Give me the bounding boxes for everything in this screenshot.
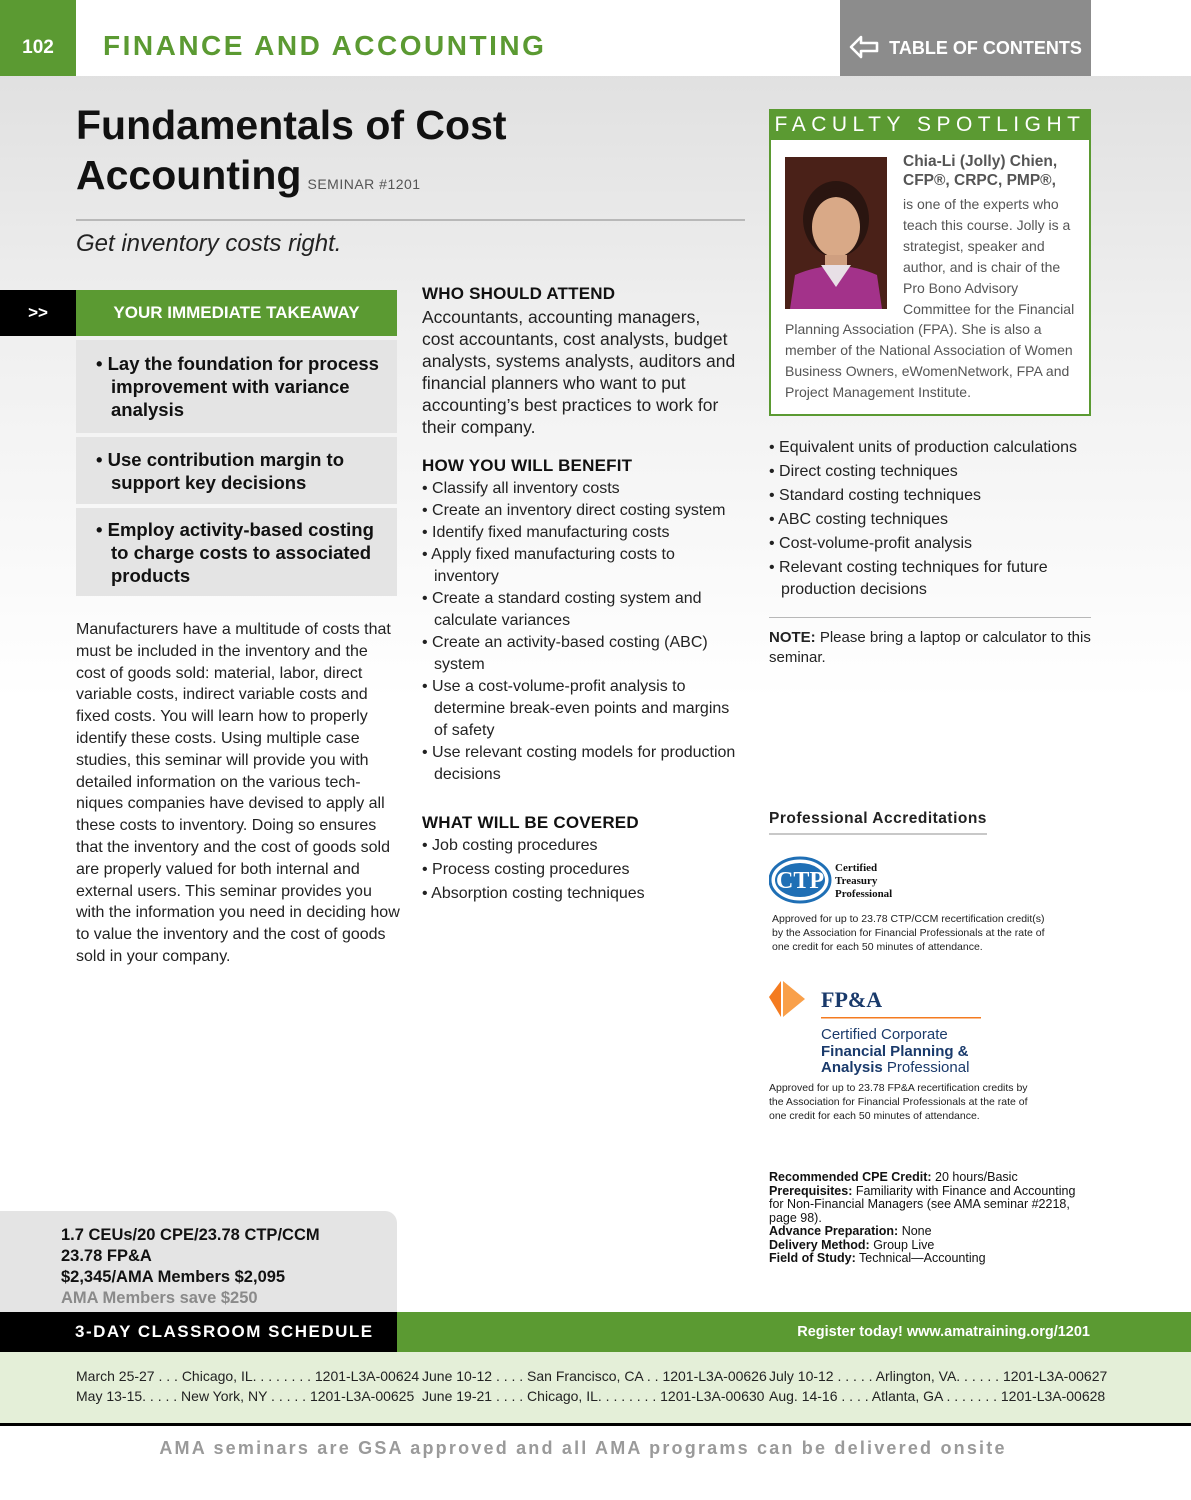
fpa-logo-graphic: [767, 977, 997, 1075]
prereq-label: Prerequisites:: [769, 1183, 853, 1198]
takeaway-item: [76, 437, 397, 504]
bottom-divider: [0, 1423, 1191, 1426]
svg-text:Certified: Certified: [835, 862, 878, 874]
list-item: • Absorption costing techniques: [422, 882, 737, 906]
schedule-row: June 19-21 . . . . Chicago, IL. . . . . . . . 1201-L3A-00630: [422, 1388, 765, 1404]
fpa-approval-text: Approved for up to 23.78 FP&A recertification credits by the Association for Financial Professionals at the rate of one credit for each 50 minutes of attendance.: [769, 1082, 1028, 1122]
svg-text:CTP: CTP: [776, 868, 824, 894]
takeaway-item: [76, 340, 397, 433]
price-line: $2,345/AMA Members $2,095: [61, 1268, 286, 1286]
faculty-bio-part1: is one of the experts who teach this course. Jolly is a strategist, speaker and author, and is chair of the Pro Bono Advisory Committee for the Financial: [903, 196, 1075, 317]
note: [769, 628, 1091, 668]
list-item: • Equivalent units of production calculations: [769, 437, 1091, 459]
portrait-image: [785, 157, 887, 309]
ctp-approval-text: Approved for up to 23.78 CTP/CCM recertification credit(s) by the Association for Financial Professionals at the rate of one credit for each 50 minutes of attendance.: [772, 913, 1045, 953]
note-label: NOTE:: [769, 629, 816, 646]
course-tagline: Get inventory costs right.: [76, 230, 342, 257]
accreditations-heading: Professional Accreditations: [769, 810, 987, 835]
cpe-value: 20 hours/Basic: [931, 1170, 1018, 1184]
course-description: Manufacturers have a multitude of costs that must be included in the inventory and the cost of goods sold: material, labor, direct variable costs, indirect variable costs and fixed costs. You will learn how to properly identify these costs. Using multiple case studies, this seminar will provide you with detailed information on the various tech-niques companies have devised to apply all these costs to inventory. Doing so ensures that the inventory and the cost of goods sold are properly valued for both internal and external users. This seminar provides you with the information you need in deciding how to value the inventory and the cost of goods sold in your company.: [76, 621, 400, 965]
faculty-name: Chia-Li (Jolly) Chien, CFP®, CRPC, PMP®,: [903, 153, 1058, 189]
note-text: Please bring a laptop or calculator to this seminar.: [769, 629, 1091, 666]
schedule-column: [769, 1366, 1107, 1406]
svg-text:Certified Corporate: Certified Corporate: [821, 1026, 948, 1043]
toc-label: TABLE OF CONTENTS: [889, 37, 1082, 58]
list-item: • Process costing procedures: [422, 858, 737, 882]
list-item: • Classify all inventory costs: [422, 478, 737, 500]
schedule-column: [76, 1366, 419, 1406]
field-value: Technical—Accounting: [855, 1251, 986, 1265]
list-item: • Use relevant costing models for production decisions: [422, 742, 737, 786]
svg-text:Professional: Professional: [835, 888, 893, 900]
fpa-logo: [767, 977, 997, 1075]
course-title: [76, 100, 736, 209]
list-item: • ABC costing techniques: [769, 509, 1091, 531]
price-info: [61, 1225, 391, 1309]
list-item: • Relevant costing techniques for future production decisions: [769, 557, 1091, 601]
list-item: • Apply fixed manufacturing costs to inventory: [422, 544, 737, 588]
footer-text: AMA seminars are GSA approved and all AMA programs can be delivered onsite: [159, 1438, 1007, 1458]
schedule-row: June 10-12 . . . . San Francisco, CA . . 1201-L3A-00626: [422, 1368, 767, 1384]
fpa-line: 23.78 FP&A: [61, 1247, 152, 1265]
list-item: • Cost-volume-profit analysis: [769, 533, 1091, 555]
divider: [769, 617, 1091, 618]
schedule-row: March 25-27 . . . Chicago, IL. . . . . . . . 1201-L3A-00624: [76, 1368, 420, 1384]
list-item: • Create a standard costing system and calculate variances: [422, 588, 737, 632]
svg-text:FP&A: FP&A: [821, 987, 883, 1012]
page-number: 102: [0, 0, 76, 76]
schedule-row: May 13-15. . . . . New York, NY . . . . . 1201-L3A-00625: [76, 1388, 415, 1404]
who-should-attend-heading: WHO SHOULD ATTEND: [422, 284, 616, 303]
who-should-attend-text: Accountants, accounting managers, cost accountants, cost analysts, budget analysts, systems analysts, auditors and financial planners who want to put accounting’s best practices to work for their company.: [422, 307, 736, 437]
takeaway-item: [76, 508, 397, 596]
faculty-photo: [785, 157, 887, 309]
schedule-heading: 3-DAY CLASSROOM SCHEDULE: [0, 1312, 397, 1352]
benefit-list: [422, 478, 737, 786]
svg-text:Treasury: Treasury: [835, 875, 878, 887]
covered-heading: WHAT WILL BE COVERED: [422, 813, 639, 832]
seminar-number: SEMINAR #1201: [307, 176, 421, 192]
ctp-logo: [769, 855, 949, 905]
faculty-bio-part2: Planning Association (FPA). She is also a member of the National Association of Women Business Owners, eWomenNetwork, FPA and Project Management Institute.: [785, 321, 1073, 400]
delivery-value: Group Live: [869, 1237, 935, 1252]
takeaway-heading: YOUR IMMEDIATE TAKEAWAY: [76, 290, 397, 336]
svg-text:Financial Planning &: Financial Planning &: [821, 1043, 969, 1060]
table-of-contents-button[interactable]: [840, 0, 1091, 76]
list-item: • Create an inventory direct costing system: [422, 500, 737, 522]
list-item: • Use a cost-volume-profit analysis to determine break-even points and margins of safety: [422, 676, 737, 742]
list-item: • Create an activity-based costing (ABC) system: [422, 632, 737, 676]
register-link[interactable]: Register today! www.amatraining.org/1201: [397, 1312, 1191, 1352]
schedule-row: July 10-12 . . . . . Arlington, VA. . . . . . 1201-L3A-00627: [769, 1368, 1108, 1384]
takeaway-item-text: • Employ activity-based costing to charge costs to associated products: [96, 518, 374, 586]
course-title-line1: Fundamentals of Cost: [76, 102, 507, 148]
section-title: FINANCE AND ACCOUNTING: [103, 30, 547, 61]
credits-line: 1.7 CEUs/20 CPE/23.78 CTP/CCM: [61, 1226, 320, 1244]
prep-value: None: [898, 1224, 932, 1238]
list-item: • Job costing procedures: [422, 834, 737, 858]
list-item: • Identify fixed manufacturing costs: [422, 522, 737, 544]
covered-list-continued: [769, 437, 1091, 603]
covered-list: [422, 834, 737, 906]
savings-line: AMA Members save $250: [61, 1289, 258, 1307]
list-item: • Direct costing techniques: [769, 461, 1091, 483]
schedule-row: Aug. 14-16 . . . . Atlanta, GA . . . . . . . 1201-L3A-00628: [769, 1388, 1106, 1404]
ctp-logo-graphic: [769, 855, 949, 905]
return-arrow-icon: [849, 35, 881, 61]
field-label: Field of Study:: [769, 1251, 856, 1265]
schedule-column: [422, 1366, 767, 1406]
credit-info: [769, 1171, 1091, 1266]
arrows-marker: >>: [0, 290, 76, 336]
cpe-label: Recommended CPE Credit:: [769, 1170, 932, 1184]
prep-label: Advance Preparation:: [769, 1224, 899, 1238]
prereq-value: Familiarity with Finance and Accounting for Non-Financial Managers (see AMA seminar #2218, page 98).: [769, 1183, 1076, 1225]
faculty-spotlight-heading: FACULTY SPOTLIGHT: [769, 109, 1091, 140]
benefit-heading: HOW YOU WILL BENEFIT: [422, 456, 633, 475]
title-divider: [76, 219, 745, 221]
delivery-label: Delivery Method:: [769, 1237, 870, 1252]
takeaway-item-text: • Use contribution margin to support key decisions: [96, 448, 345, 493]
course-title-line2: Accounting: [76, 152, 302, 198]
svg-text:Analysis Professional: Analysis Professional: [821, 1059, 970, 1075]
list-item: • Standard costing techniques: [769, 485, 1091, 507]
takeaway-item-text: • Lay the foundation for process improvement with variance analysis: [96, 353, 379, 420]
